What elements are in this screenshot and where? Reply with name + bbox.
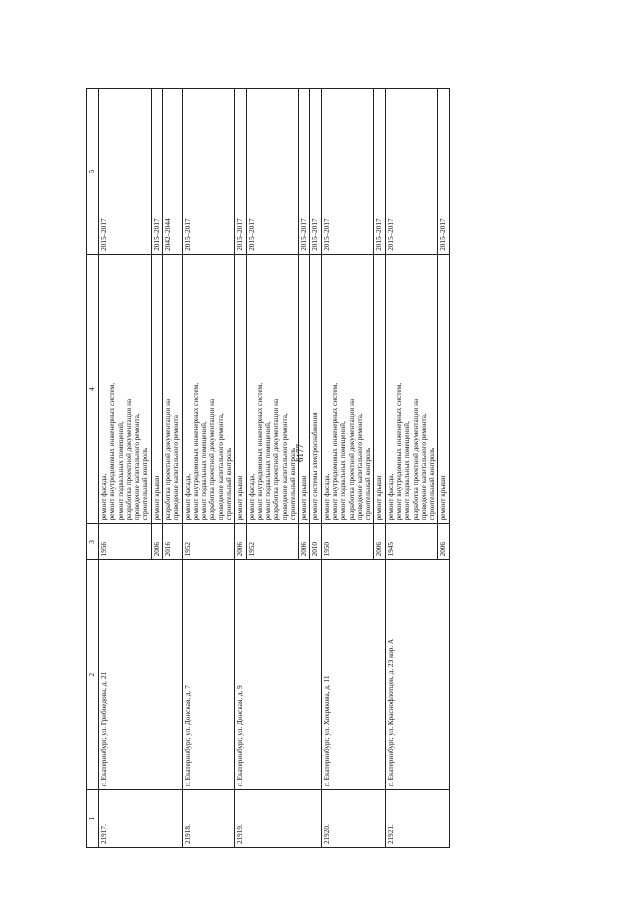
year-cell: 2006 (151, 524, 162, 560)
column-header: 1 (87, 790, 99, 848)
table-row (321, 89, 374, 848)
table-row (99, 89, 152, 848)
period-cell: 2015–2017 (438, 89, 449, 255)
work-type-cell: ремонт крыши (374, 254, 385, 524)
year-cell: 2010 (310, 524, 321, 560)
period-cell: 2015–2017 (385, 89, 438, 255)
year-cell: 1945 (385, 524, 438, 560)
work-type-cell: ремонт крыши (438, 254, 449, 524)
table-row (385, 89, 438, 848)
work-type-cell: ремонт фасада, ремонт внутридомовых инженерных систем, ремонт подвальных помещений, разработка проектной документации на проведение капитального ремонта, строительный контроль (182, 254, 235, 524)
work-type-cell: ремонт крыши (235, 254, 246, 524)
period-cell: 2015–2017 (235, 89, 246, 255)
building-address: г. Екатеринбург, ул. Донская, д. 9 (235, 560, 322, 790)
building-address: г. Екатеринбург, ул. Донская, д. 7 (182, 560, 235, 790)
period-cell: 2015–2017 (182, 89, 235, 255)
work-type-cell: ремонт крыши (151, 254, 162, 524)
year-cell: 1952 (246, 524, 299, 560)
column-header: 4 (87, 254, 99, 524)
year-cell: 2006 (374, 524, 385, 560)
work-type-cell: ремонт фасада, ремонт внутридомовых инженерных систем, ремонт подвальных помещений, разработка проектной документации на проведение капитального ремонта, строительный контроль (385, 254, 438, 524)
year-cell: 2006 (299, 524, 310, 560)
column-header: 5 (87, 89, 99, 255)
table-row (235, 89, 246, 848)
capital-repair-table (86, 88, 450, 848)
building-address: г. Екатеринбург, ул. Хохрякова, д. 11 (321, 560, 385, 790)
work-type-cell: ремонт крыши (299, 254, 310, 524)
row-number: 21918. (182, 790, 235, 848)
row-number: 21919. (235, 790, 322, 848)
period-cell: 2015–2017 (246, 89, 299, 255)
year-cell: 1952 (182, 524, 235, 560)
period-cell: 2015–2017 (310, 89, 321, 255)
register-table-container (86, 88, 586, 848)
period-cell: 2015–2017 (99, 89, 152, 255)
period-cell: 2015–2017 (321, 89, 374, 255)
work-type-cell: разработка проектной документации на проведение капитального ремонта (162, 254, 182, 524)
page-number: 6177 (295, 444, 305, 462)
period-cell: 2015–2017 (299, 89, 310, 255)
work-type-cell: ремонт фасада, ремонт внутридомовых инженерных систем, ремонт подвальных помещений, разработка проектной документации на проведение капитального ремонта, строительный контроль (99, 254, 152, 524)
column-header: 2 (87, 560, 99, 790)
row-number: 21917. (99, 790, 183, 848)
period-cell: 2042–2044 (162, 89, 182, 255)
year-cell: 2006 (235, 524, 246, 560)
row-number: 21920. (321, 790, 385, 848)
header-row (87, 89, 99, 848)
year-cell: 1956 (99, 524, 152, 560)
work-type-cell: ремонт системы электроснабжения (310, 254, 321, 524)
period-cell: 2015–2017 (151, 89, 162, 255)
work-type-cell: ремонт фасада, ремонт внутридомовых инженерных систем, ремонт подвальных помещений, разработка проектной документации на проведение капитального ремонта, строительный контроль (246, 254, 299, 524)
row-number: 21921. (385, 790, 449, 848)
period-cell: 2015–2017 (374, 89, 385, 255)
work-type-cell: ремонт фасада, ремонт внутридомовых инженерных систем, ремонт подвальных помещений, разработка проектной документации на проведение капитального ремонта, строительный контроль (321, 254, 374, 524)
building-address: г. Екатеринбург, ул. Грибоедова, д. 21 (99, 560, 183, 790)
year-cell: 1950 (321, 524, 374, 560)
table-row (182, 89, 235, 848)
column-header: 3 (87, 524, 99, 560)
year-cell: 2016 (162, 524, 182, 560)
year-cell: 2006 (438, 524, 449, 560)
building-address: г. Екатеринбург, ул. Краснофлотцев, д. 23 кор. А (385, 560, 449, 790)
